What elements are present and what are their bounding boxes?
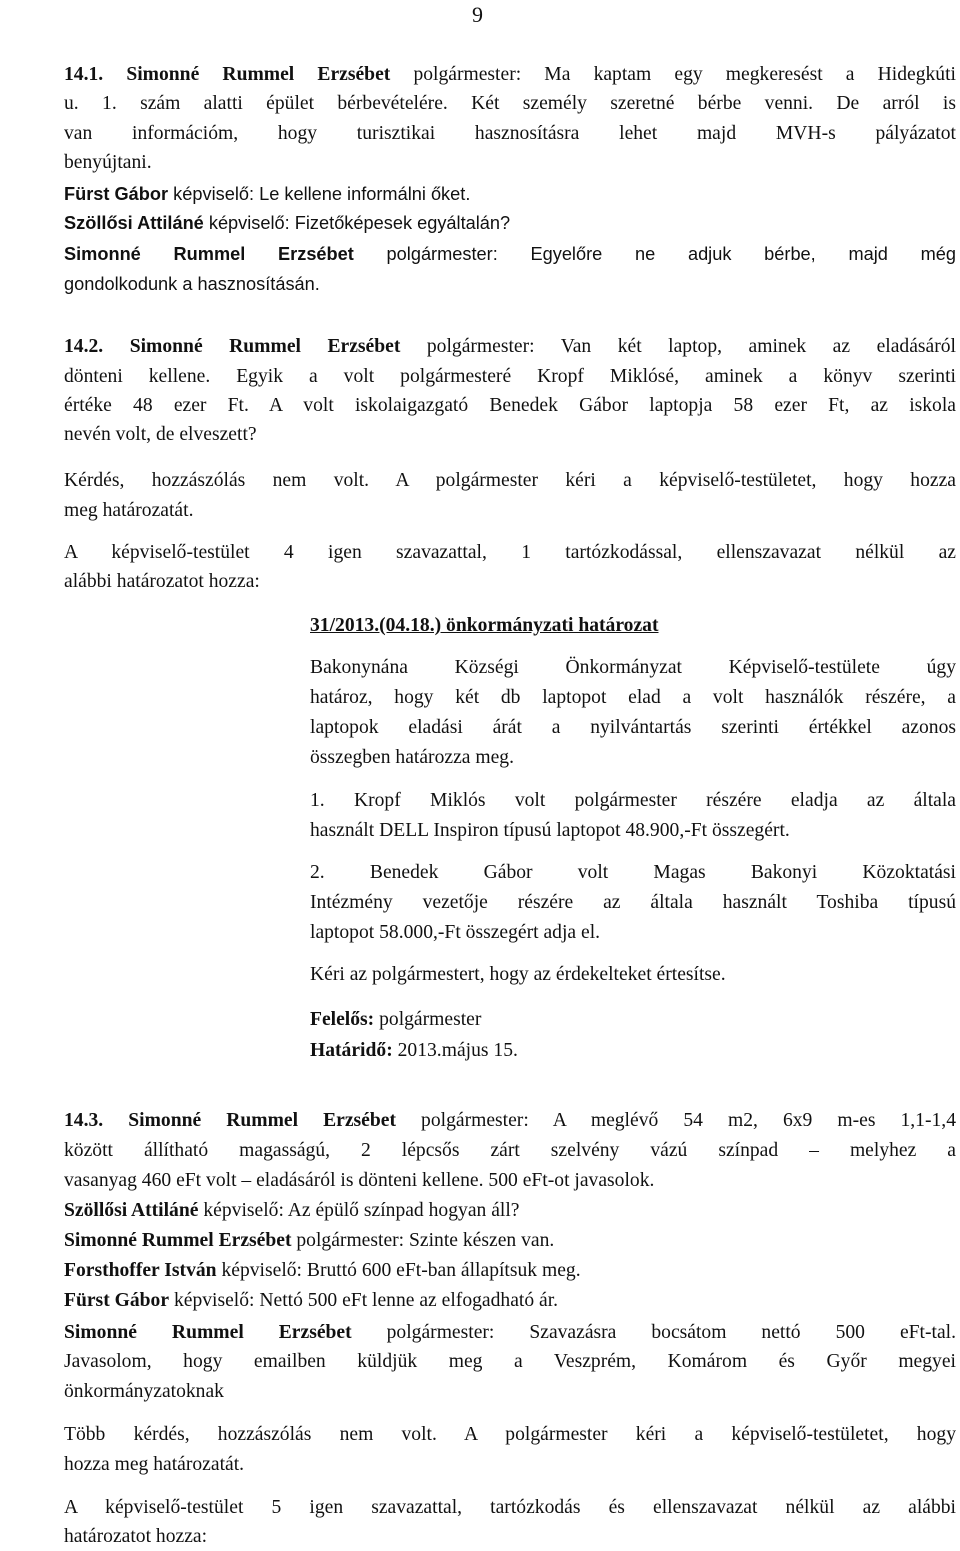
resolution-title: 31/2013.(04.18.) önkormányzati határozat xyxy=(310,615,659,636)
speaker-name: Simonné Rummel Erzsébet xyxy=(64,1322,352,1343)
resolution-p2-line: 1. Kropf Miklós volt polgármester részére eladja az általa xyxy=(310,790,956,811)
s143-line-8: Simonné Rummel Erzsébet polgármester: Szavazásra bocsátom nettó 500 eFt-tal. xyxy=(64,1322,956,1343)
s142-line-7: A képviselő-testület 4 igen szavazattal, 1 tartózkodással, ellenszavazat nélkül az xyxy=(64,542,956,563)
resolution-p3-line: 2. Benedek Gábor volt Magas Bakonyi Közoktatási xyxy=(310,862,956,883)
resolution-responsible: Felelős: polgármester xyxy=(310,1009,482,1030)
speaker-name: Simonné Rummel Erzsébet xyxy=(129,336,401,357)
section-number: 14.3. xyxy=(64,1110,104,1131)
s143-line-11: Több kérdés, hozzászólás nem volt. A polgármester kéri a képviselő-testületet, hogy xyxy=(64,1424,956,1445)
resolution-deadline: Határidő: 2013.május 15. xyxy=(310,1040,518,1061)
resolution-p1-line: határoz, hogy két db laptopot elad a volt használók részére, a xyxy=(310,687,956,708)
s142-line-3: értéke 48 ezer Ft. A volt iskolaigazgató Benedek Gábor laptopja 58 ezer Ft, az iskola xyxy=(64,395,956,416)
s143-line-5: Simonné Rummel Erzsébet polgármester: Szinte készen van. xyxy=(64,1230,555,1251)
s141-line-4: benyújtani. xyxy=(64,152,152,173)
speaker-name: Forsthoffer István xyxy=(64,1260,217,1281)
resolution-p3-line: Intézmény vezetője részére az általa használt Toshiba típusú xyxy=(310,892,956,913)
resolution-p2-line: használt DELL Inspiron típusú laptopot 48.900,-Ft összegért. xyxy=(310,820,790,841)
speaker-name: Fürst Gábor xyxy=(64,1290,170,1311)
s141-line-3: van információm, hogy turisztikai hasznosításra lehet majd MVH-s pályázatot xyxy=(64,123,956,144)
section-number: 14.1. xyxy=(64,64,104,85)
s141-line-2: u. 1. szám alatti épület bérbevételére. Két személy szeretné bérbe venni. De arról is xyxy=(64,93,956,114)
speaker-name: Fürst Gábor xyxy=(64,184,169,204)
s143-line-7: Fürst Gábor képviselő: Nettó 500 eFt lenne az elfogadható ár. xyxy=(64,1290,559,1311)
s141-line-8: gondolkodunk a hasznosításán. xyxy=(64,274,320,294)
speaker-name: Simonné Rummel Erzsébet xyxy=(128,1110,396,1131)
s141-line-5: Fürst Gábor képviselő: Le kellene informálni őket. xyxy=(64,184,471,204)
speaker-name: Simonné Rummel Erzsébet xyxy=(64,244,354,264)
s143-line-1: 14.3. Simonné Rummel Erzsébet polgármester: A meglévő 54 m2, 6x9 m-es 1,1-1,4 xyxy=(64,1110,957,1131)
resolution-p1-line: laptopok eladási árát a nyilvántartás szerinti értékkel azonos xyxy=(310,717,956,738)
s143-line-6: Forsthoffer István képviselő: Bruttó 600 eFt-ban állapítsuk meg. xyxy=(64,1260,581,1281)
s143-line-4: Szöllősi Attiláné képviselő: Az épülő színpad hogyan áll? xyxy=(64,1200,520,1221)
s143-line-13: A képviselő-testület 5 igen szavazattal, tartózkodás és ellenszavazat nélkül az alábbi xyxy=(64,1497,956,1518)
s142-line-1: 14.2. Simonné Rummel Erzsébet polgármester: Van két laptop, aminek az eladásáról xyxy=(64,336,956,357)
s142-line-5: Kérdés, hozzászólás nem volt. A polgármester kéri a képviselő-testületet, hogy hozza xyxy=(64,470,956,491)
s143-line-14: határozatot hozza: xyxy=(64,1526,208,1547)
s142-line-6: meg határozatát. xyxy=(64,500,194,521)
s142-line-4: nevén volt, de elveszett? xyxy=(64,424,257,445)
s143-line-9: Javasolom, hogy emailben küldjük meg a Veszprém, Komárom és Győr megyei xyxy=(64,1351,956,1372)
resolution-p3-line: laptopot 58.000,-Ft összegért adja el. xyxy=(310,922,601,943)
section-number: 14.2. xyxy=(64,336,104,357)
speaker-name: Simonné Rummel Erzsébet xyxy=(64,1230,292,1251)
s143-line-12: hozza meg határozatát. xyxy=(64,1454,245,1475)
s143-line-10: önkormányzatoknak xyxy=(64,1381,224,1402)
speaker-name: Szöllősi Attiláné xyxy=(64,1200,199,1221)
page-number: 9 xyxy=(472,2,483,27)
s142-line-8: alábbi határozatot hozza: xyxy=(64,571,260,592)
s141-line-1: 14.1. Simonné Rummel Erzsébet polgármester: Ma kaptam egy megkeresést a Hidegkúti xyxy=(64,64,956,85)
s141-line-6: Szöllősi Attiláné képviselő: Fizetőképesek egyáltalán? xyxy=(64,213,511,233)
resolution-p1-line: Bakonynána Községi Önkormányzat Képviselő-testülete úgy xyxy=(310,657,956,678)
s142-line-2: dönteni kellene. Egyik a volt polgármesteré Kropf Miklósé, aminek a könyv szerinti xyxy=(64,366,956,387)
s141-line-7: Simonné Rummel Erzsébet polgármester: Egyelőre ne adjuk bérbe, majd még xyxy=(64,244,956,264)
resolution-p1-line: összegben határozza meg. xyxy=(310,747,515,768)
speaker-name: Szöllősi Attiláné xyxy=(64,213,204,233)
speaker-name: Simonné Rummel Erzsébet xyxy=(126,64,391,85)
s143-line-2: között állítható magasságú, 2 lépcsős zárt szelvény vázú színpad – melyhez a xyxy=(64,1140,956,1161)
s143-line-3: vasanyag 460 eFt volt – eladásáról is dönteni kellene. 500 eFt-ot javasolok. xyxy=(64,1170,655,1191)
resolution-p4: Kéri az polgármestert, hogy az érdekelteket értesítse. xyxy=(310,964,726,985)
